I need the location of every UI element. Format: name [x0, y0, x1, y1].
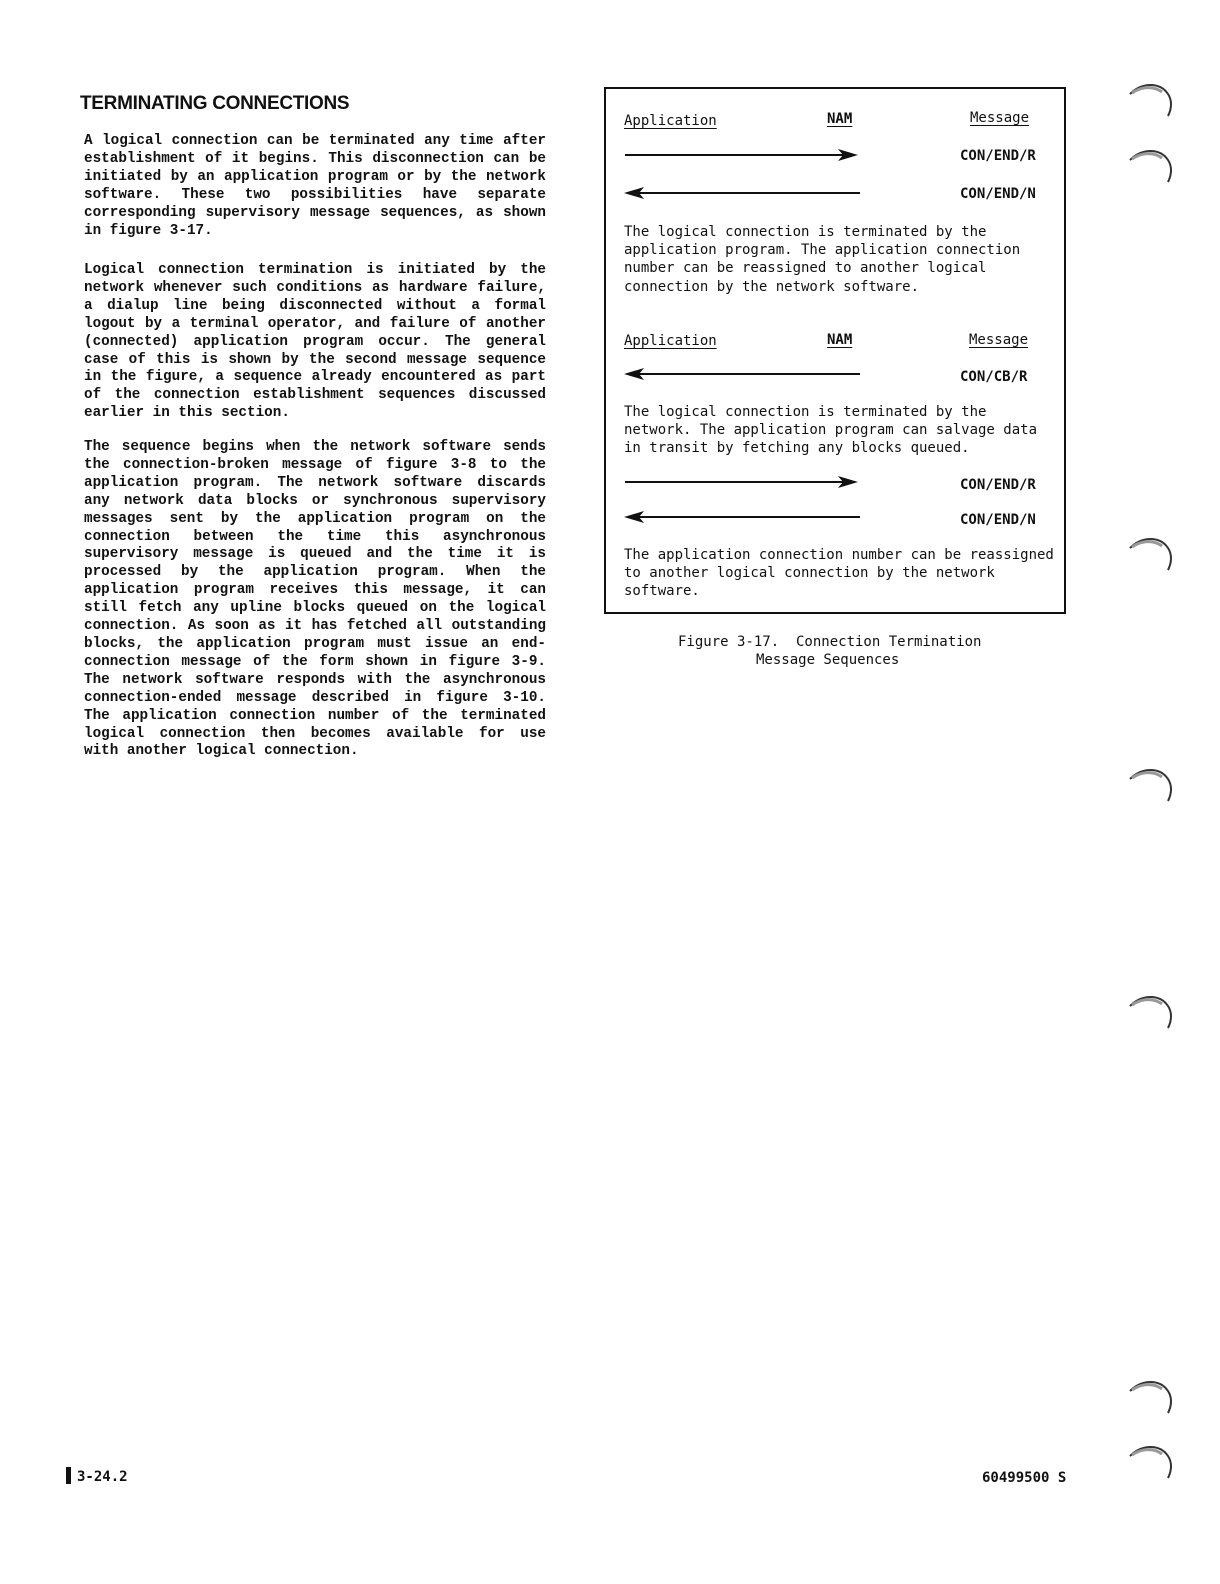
right-arrow-icon — [624, 147, 864, 163]
page-number — [66, 1467, 128, 1485]
binder-hole-mark-icon — [1128, 992, 1176, 1032]
change-bar — [66, 1467, 71, 1484]
binder-hole-mark-icon — [1128, 765, 1176, 805]
body-paragraph-2: Logical connection termination is initiated by the network whenever such conditions as hardware failure, a dialup line being disconnected without a formal logout by a terminal operator, and failure of another (connected) application program occur. The general case of this is shown by the second message sequence in the figure, a sequence already encountered as part of the connection establishment sequences discussed earlier in this section. — [84, 262, 546, 422]
binder-hole-mark-icon — [1128, 146, 1176, 186]
binder-hole-mark-icon — [1128, 1377, 1176, 1417]
seq1-note: The logical connection is terminated by the application program. The application connection number can be reassigned to another logical connection by the network software. — [624, 224, 1021, 295]
seq1-application-header: Application — [624, 113, 717, 129]
left-arrow-icon — [624, 509, 864, 525]
caption-line-2: Message Sequences — [756, 652, 900, 668]
binder-hole-mark-icon — [1128, 534, 1176, 574]
seq2-nam-header: NAM — [827, 332, 853, 348]
seq2-message-2: CON/END/R — [960, 477, 1036, 493]
left-arrow-icon — [624, 185, 864, 201]
left-arrow-icon — [624, 366, 864, 382]
seq2-message-3: CON/END/N — [960, 512, 1036, 528]
seq2-application-header: Application — [624, 333, 717, 349]
seq1-message-1: CON/END/R — [960, 148, 1036, 164]
figure-box — [604, 87, 1066, 614]
seq2-note-1: The logical connection is terminated by the network. The application program can salvage data in transit by fetching any blocks queued. — [624, 404, 1038, 457]
body-paragraph-3: The sequence begins when the network software sends the connection-broken message of figure 3-8 to the application program. The network software discards any network data blocks or synchronous supervisory messages sent by the application program on the connection between the time this asynchronous supervisory message is queued and the time it is processed by the application program. When the application program receives this message, it can still fetch any upline blocks queued on the logical connection. As soon as it has fetched all outstanding blocks, the application program must issue an end-connection message of the form shown in figure 3-9. The network software responds with the asynchronous connection-ended message described in figure 3-10. The application connection number of the terminated logical connection then becomes available for use with another logical connection. — [84, 439, 546, 760]
right-arrow-icon — [624, 474, 864, 490]
document-number: 60499500 S — [982, 1470, 1067, 1486]
figure-caption — [678, 633, 1008, 669]
seq2-message-header: Message — [969, 332, 1029, 348]
seq1-message-header: Message — [970, 110, 1030, 126]
page-number-text: 3-24.2 — [77, 1469, 128, 1485]
section-heading: TERMINATING CONNECTIONS — [80, 93, 350, 114]
caption-line-1: Figure 3-17. Connection Termination — [678, 634, 982, 650]
seq2-note-2: The application connection number can be reassigned to another logical connection by the network software. — [624, 547, 1054, 600]
seq1-message-2: CON/END/N — [960, 186, 1036, 202]
seq2-message-1: CON/CB/R — [960, 369, 1028, 385]
binder-hole-mark-icon — [1128, 80, 1176, 120]
body-paragraph-1: A logical connection can be terminated any time after establishment of it begins. This disconnection can be initiated by an application program or by the network software. These two possibilities have separate corresponding supervisory message sequences, as shown in figure 3-17. — [84, 133, 546, 239]
binder-hole-mark-icon — [1128, 1442, 1176, 1482]
seq1-nam-header: NAM — [827, 111, 853, 127]
